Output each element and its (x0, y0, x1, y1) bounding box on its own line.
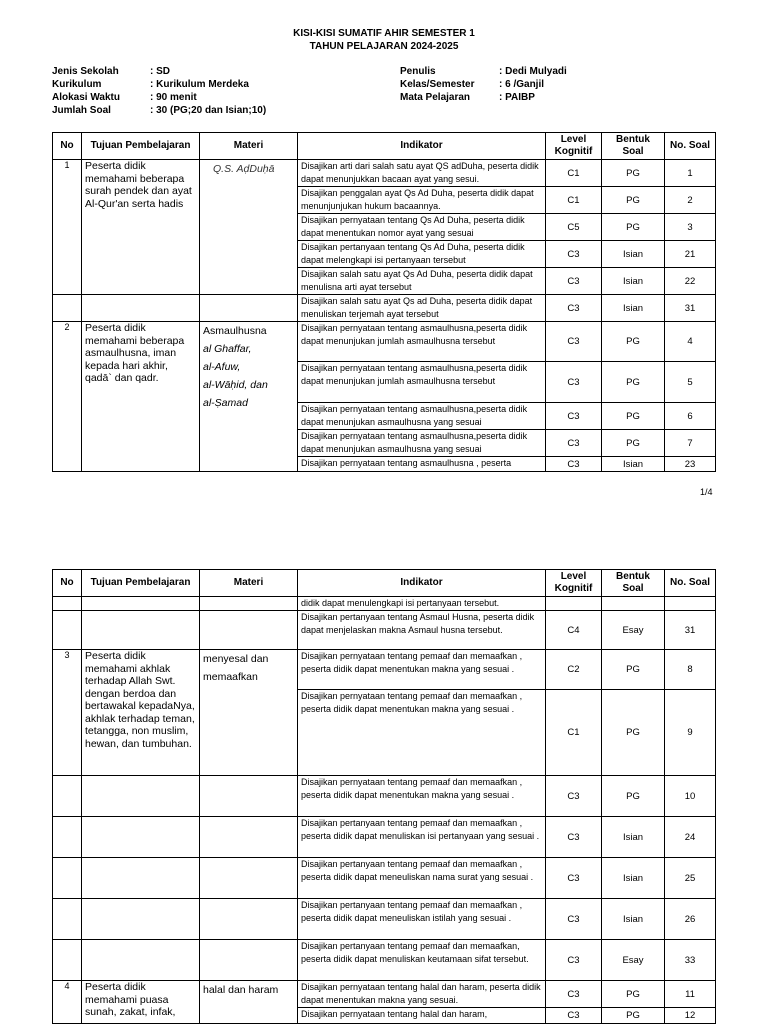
materi (200, 611, 298, 650)
column-header-level: Level Kognitif (546, 133, 602, 160)
materi (200, 940, 298, 981)
tujuan-pembelajaran (82, 611, 200, 650)
nomor-soal: 21 (665, 241, 716, 268)
meta-value: : PAIBP (499, 92, 535, 103)
materi (200, 776, 298, 817)
row-number: 2 (53, 322, 82, 472)
bentuk-soal: PG (602, 430, 665, 457)
materi-item: al-Ṣamad (203, 397, 248, 409)
table-row (53, 322, 716, 362)
nomor-soal: 25 (665, 858, 716, 899)
bentuk-soal: Isian (602, 241, 665, 268)
column-header-indikator: Indikator (298, 133, 546, 160)
column-header-bentuk: Bentuk Soal (602, 133, 665, 160)
bentuk-soal: PG (602, 322, 665, 362)
materi (200, 295, 298, 322)
bentuk-soal: PG (602, 160, 665, 187)
page-number: 1/4 (700, 487, 713, 497)
bentuk-soal: PG (602, 362, 665, 403)
indikator: Disajikan pertanyaan tentang pemaaf dan memaafkan , peserta didik dapat meneuliskan istilah yang sesuai . (298, 899, 546, 940)
level-kognitif: C3 (546, 858, 602, 899)
bentuk-soal: PG (602, 1008, 665, 1024)
meta-value: : 6 /Ganjil (499, 79, 545, 90)
materi (200, 858, 298, 899)
materi (200, 817, 298, 858)
table-row (53, 160, 716, 187)
row-number (53, 295, 82, 322)
meta-label: Jenis Sekolah (52, 66, 119, 77)
meta-row (52, 78, 312, 91)
nomor-soal: 22 (665, 268, 716, 295)
tujuan-pembelajaran: Peserta didik memahami beberapa asmaulhusna, iman kepada hari akhir, qadā` dan qadr. (82, 322, 200, 472)
materi (200, 597, 298, 611)
nomor-soal: 5 (665, 362, 716, 403)
nomor-soal: 7 (665, 430, 716, 457)
indikator: Disajikan pernyataan tentang halal dan haram, peserta didik dapat menentukan makna yang sesuai. (298, 981, 546, 1008)
table-row (53, 981, 716, 1008)
materi (200, 981, 298, 1024)
level-kognitif: C3 (546, 430, 602, 457)
nomor-soal: 24 (665, 817, 716, 858)
tujuan-pembelajaran (82, 858, 200, 899)
nomor-soal: 4 (665, 322, 716, 362)
tujuan-pembelajaran (82, 776, 200, 817)
level-kognitif: C2 (546, 650, 602, 690)
level-kognitif: C3 (546, 241, 602, 268)
meta-value: : 90 menit (150, 92, 197, 103)
nomor-soal: 26 (665, 899, 716, 940)
indikator: Disajikan penggalan ayat Qs Ad Duha, peserta didik dapat menunjunjukan hukum bacaannya. (298, 187, 546, 214)
document-subtitle: TAHUN PELAJARAN 2024-2025 (309, 41, 459, 52)
meta-label: Mata Pelajaran (400, 92, 471, 103)
table-row (53, 611, 716, 650)
bentuk-soal: Isian (602, 858, 665, 899)
bentuk-soal: PG (602, 650, 665, 690)
meta-row (400, 91, 660, 104)
materi (200, 899, 298, 940)
meta-row (400, 65, 660, 78)
indikator: Disajikan arti dari salah satu ayat QS adDuha, peserta didik dapat menunjukkan bacaan ayat yang sesui. (298, 160, 546, 187)
row-number (53, 940, 82, 981)
table-row (53, 817, 716, 858)
table-header-row (53, 133, 716, 160)
row-number (53, 899, 82, 940)
materi (200, 322, 298, 472)
kisi-kisi-table-page-2 (52, 569, 716, 1024)
nomor-soal: 11 (665, 981, 716, 1008)
bentuk-soal: Isian (602, 295, 665, 322)
nomor-soal: 1 (665, 160, 716, 187)
nomor-soal: 9 (665, 690, 716, 776)
bentuk-soal: PG (602, 214, 665, 241)
level-kognitif: C3 (546, 362, 602, 403)
nomor-soal: 10 (665, 776, 716, 817)
level-kognitif: C5 (546, 214, 602, 241)
meta-label: Jumlah Soal (52, 105, 111, 116)
bentuk-soal: PG (602, 187, 665, 214)
table-row (53, 776, 716, 817)
level-kognitif: C3 (546, 403, 602, 430)
row-number (53, 597, 82, 611)
indikator: Disajikan salah satu ayat Qs ad Duha, peserta didik dapat menuliskan terjemah ayat tersebut (298, 295, 546, 322)
column-header-indikator: Indikator (298, 570, 546, 597)
meta-value: : 30 (PG;20 dan Isian;10) (150, 105, 267, 116)
meta-label: Kelas/Semester (400, 79, 475, 90)
indikator: Disajikan pertanyaan tentang Asmaul Husna, peserta didik dapat menjelaskan makna Asmaul husna tersebut. (298, 611, 546, 650)
materi-item: halal dan haram (203, 984, 279, 996)
level-kognitif: C3 (546, 940, 602, 981)
level-kognitif: C3 (546, 457, 602, 472)
indikator: Disajikan pertanyaan tentang Qs Ad Duha, peserta didik dapat melengkapi isi pertanyaan tersebut (298, 241, 546, 268)
level-kognitif: C3 (546, 981, 602, 1008)
level-kognitif: C3 (546, 776, 602, 817)
indikator: Disajikan pernyataan tentang Qs Ad Duha, peserta didik dapat menentukan nomor ayat yang sesuai (298, 214, 546, 241)
level-kognitif: C3 (546, 322, 602, 362)
level-kognitif: C1 (546, 690, 602, 776)
row-number (53, 611, 82, 650)
level-kognitif: C1 (546, 187, 602, 214)
tujuan-pembelajaran: Peserta didik memahami puasa sunah, zakat, infak, (82, 981, 200, 1024)
nomor-soal (665, 597, 716, 611)
bentuk-soal: Isian (602, 268, 665, 295)
indikator: Disajikan pernyataan tentang asmaulhusna , peserta (298, 457, 546, 472)
column-header-tujuan: Tujuan Pembelajaran (82, 570, 200, 597)
nomor-soal: 33 (665, 940, 716, 981)
bentuk-soal: Isian (602, 899, 665, 940)
nomor-soal: 31 (665, 611, 716, 650)
indikator: Disajikan pernyataan tentang asmaulhusna,peserta didik dapat menunjukan jumlah asmaulhusna tersebut (298, 362, 546, 403)
bentuk-soal: PG (602, 690, 665, 776)
level-kognitif (546, 597, 602, 611)
nomor-soal: 31 (665, 295, 716, 322)
nomor-soal: 12 (665, 1008, 716, 1024)
tujuan-pembelajaran (82, 817, 200, 858)
row-number: 4 (53, 981, 82, 1024)
meta-label: Kurikulum (52, 79, 102, 90)
level-kognitif: C3 (546, 295, 602, 322)
bentuk-soal: PG (602, 403, 665, 430)
meta-label: Penulis (400, 66, 436, 77)
bentuk-soal: PG (602, 981, 665, 1008)
column-header-materi: Materi (200, 133, 298, 160)
bentuk-soal: PG (602, 776, 665, 817)
indikator: didik dapat menulengkapi isi pertanyaan tersebut. (298, 597, 546, 611)
row-number: 3 (53, 650, 82, 776)
indikator: Disajikan pernyataan tentang pemaaf dan memaafkan , peserta didik dapat menentukan makna yang sesuai . (298, 690, 546, 776)
materi (200, 160, 298, 295)
table-header-row (53, 570, 716, 597)
column-header-nosoal: No. Soal (665, 133, 716, 160)
column-header-nosoal: No. Soal (665, 570, 716, 597)
level-kognitif: C3 (546, 268, 602, 295)
row-number: 1 (53, 160, 82, 295)
meta-row (52, 91, 312, 104)
meta-row (52, 65, 312, 78)
column-header-materi: Materi (200, 570, 298, 597)
tujuan-pembelajaran: Peserta didik memahami beberapa surah pendek dan ayat Al-Qur'an serta hadis (82, 160, 200, 295)
column-header-no: No (53, 133, 82, 160)
nomor-soal: 8 (665, 650, 716, 690)
materi-item: menyesal dan memaafkan (203, 653, 269, 683)
table-row (53, 650, 716, 690)
level-kognitif: C4 (546, 611, 602, 650)
column-header-bentuk: Bentuk Soal (602, 570, 665, 597)
kisi-kisi-table-page-1 (52, 132, 716, 472)
nomor-soal: 3 (665, 214, 716, 241)
materi-item: al-Wāḥid, dan (203, 379, 268, 391)
meta-value: : Dedi Mulyadi (499, 66, 567, 77)
indikator: Disajikan pernyataan tentang pemaaf dan memaafkan , peserta didik dapat menentukan makna yang sesuai . (298, 650, 546, 690)
indikator: Disajikan pertanyaan tentang pemaaf dan memaafkan , peserta didik dapat meneuliskan nama surat yang sesuai . (298, 858, 546, 899)
indikator: Disajikan salah satu ayat Qs Ad Duha, peserta didik dapat menulisna arti ayat tersebut (298, 268, 546, 295)
materi (200, 650, 298, 776)
bentuk-soal (602, 597, 665, 611)
column-header-level: Level Kognitif (546, 570, 602, 597)
indikator: Disajikan pernyataan tentang halal dan haram, (298, 1008, 546, 1024)
level-kognitif: C1 (546, 160, 602, 187)
tujuan-pembelajaran (82, 295, 200, 322)
materi-item: al Ghaffar, (203, 343, 252, 355)
level-kognitif: C3 (546, 817, 602, 858)
table-row (53, 858, 716, 899)
indikator: Disajikan pernyataan tentang pemaaf dan memaafkan , peserta didik dapat menentukan makna yang sesuai . (298, 776, 546, 817)
tujuan-pembelajaran (82, 899, 200, 940)
tujuan-pembelajaran (82, 940, 200, 981)
row-number (53, 776, 82, 817)
meta-value: : SD (150, 66, 170, 77)
tujuan-pembelajaran (82, 597, 200, 611)
level-kognitif: C3 (546, 1008, 602, 1024)
bentuk-soal: Isian (602, 817, 665, 858)
bentuk-soal: Esay (602, 611, 665, 650)
column-header-tujuan: Tujuan Pembelajaran (82, 133, 200, 160)
indikator: Disajikan pernyataan tentang asmaulhusna,peserta didik dapat menunjukan asmaulhusna yang sesuai (298, 430, 546, 457)
indikator: Disajikan pernyataan tentang asmaulhusna,peserta didik dapat menunjukan asmaulhusna yang sesuai (298, 403, 546, 430)
bentuk-soal: Esay (602, 940, 665, 981)
table-row (53, 295, 716, 322)
table-row (53, 597, 716, 611)
row-number (53, 817, 82, 858)
indikator: Disajikan pertanyaan tentang pemaaf dan memaafkan, peserta didik dapat menuliskan keutamaan sifat tersebut. (298, 940, 546, 981)
materi-item: Q.S. AḍDuḥā (213, 163, 275, 175)
level-kognitif: C3 (546, 899, 602, 940)
table-row (53, 899, 716, 940)
meta-value: : Kurikulum Merdeka (150, 79, 249, 90)
tujuan-pembelajaran: Peserta didik memahami akhlak terhadap Allah Swt. dengan berdoa dan bertawakal kepadaNya, akhlak terhadap teman, tetangga, non muslim, hewan, dan tumbuhan. (82, 650, 200, 776)
meta-label: Alokasi Waktu (52, 92, 120, 103)
row-number (53, 858, 82, 899)
nomor-soal: 23 (665, 457, 716, 472)
materi-item: Asmaulhusna (203, 325, 267, 337)
column-header-no: No (53, 570, 82, 597)
indikator: Disajikan pernyataan tentang asmaulhusna,peserta didik dapat menunjukan jumlah asmaulhusna tersebut (298, 322, 546, 362)
meta-row (52, 104, 312, 117)
table-row (53, 940, 716, 981)
nomor-soal: 6 (665, 403, 716, 430)
bentuk-soal: Isian (602, 457, 665, 472)
indikator: Disajikan pertanyaan tentang pemaaf dan memaafkan , peserta didik dapat menuliskan isi pertanyaan yang sesuai . (298, 817, 546, 858)
meta-row (400, 78, 660, 91)
nomor-soal: 2 (665, 187, 716, 214)
materi-item: al-Afuw, (203, 361, 241, 373)
document-title: KISI-KISI SUMATIF AHIR SEMESTER 1 (293, 28, 475, 39)
